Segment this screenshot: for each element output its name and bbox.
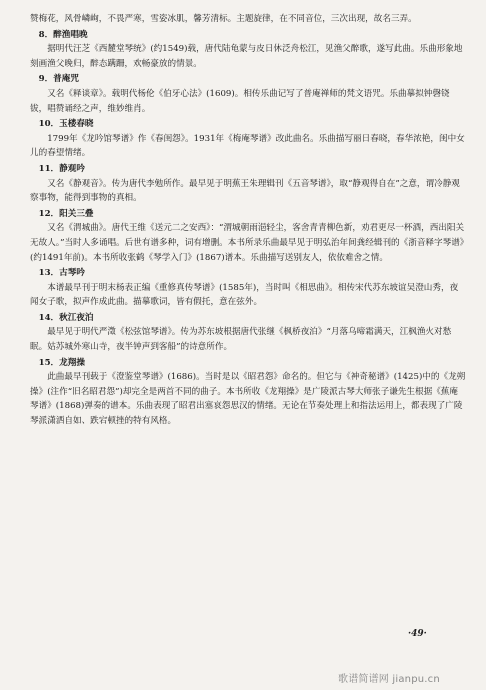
entry-body: 最早见于明代严澂《松弦馆琴谱》。传为苏东坡根据唐代张继《枫桥夜泊》“月落乌啼霜满天，江枫渔火对愁眠。姑苏城外寒山寺，夜半钟声到客船”的诗意所作。 [30,327,452,353]
entry-heading: 14．秋江夜泊 [38,312,94,323]
entry [30,72,466,116]
entry-body: 此曲最早刊载于《澄鉴堂琴谱》(1686)。当时是以《昭君怨》命名的。但它与《神奇秘谱》(1425)中的《龙朔操》(注作“旧名昭君怨”)却完全是两首不同的曲子。本书所收《龙翔操》是广陵派古琴大师张子谦先生根据《蕉庵琴谱》(1868)弹奏的谱本。乐曲表现了昭君出塞哀怨思汉的情绪。无论在节奏处理上和指法运用上，都表现了广陵琴派潇洒自如、跌宕顿挫的特有风格。 [30,372,466,427]
intro-paragraph: 赞梅花，风骨嶙峋，不畏严寒，雪姿冰肌，馨芳清标。主题旋律，在不同音位，三次出现，故名三弄。 [30,14,417,24]
entry-body: 又名《静观音》。传为唐代李勉所作。最早见于明蕉王朱理辑刊《五音琴谱》，取“静观得自在”之意，谓冷静观察事物，能得到事物的真相。 [30,178,460,204]
entry-heading: 9．普庵咒 [38,74,79,85]
entry-heading: 13．古琴吟 [38,268,85,279]
entry [30,28,466,72]
entry [30,356,466,429]
entry-body: 1799年《龙吟馆琴谱》作《春闺怨》。1931年《梅庵琴谱》改此曲名。乐曲描写丽日春晓，春华浓艳，闺中女儿的春望情绪。 [30,133,465,159]
entry-body: 本谱最早刊于明末杨表正编《重修真传琴谱》(1585年)，当时叫《相思曲》。相传宋代苏东坡谊吴澄山秀，夜闻女子歌，拟声作成此曲。描摹歌词，皆有假托，意在弦外。 [30,282,459,308]
entry-heading: 12．阳关三叠 [38,208,94,219]
entry [30,117,466,161]
entry-body: 据明代汪芝《西麓堂琴统》(约1549)载，唐代陆龟蒙与皮日休泛舟松江，见渔父醉歌，遂写此曲。乐曲形象地刻画渔父晚归，醉态蹒跚，欢畅豪放的情景。 [30,44,463,69]
watermark: 歌谱简谱网 jianpu.cn [338,674,440,685]
entry-heading: 15．龙翔操 [38,357,85,368]
entry-body: 又名《释谈章》。载明代杨伦《伯牙心法》(1609)。相传乐曲记写了普庵禅师的梵文语咒。乐曲摹拟钟磬铙钹，唱赞诵经之声，维妙维肖。 [30,88,450,114]
document-page [30,12,466,430]
entries-list [30,28,466,429]
entry-heading: 8．醉渔唱晚 [38,29,88,40]
entry [30,266,466,310]
entry-heading: 11．静观吟 [38,163,85,174]
page-number: ·49· [408,629,427,639]
entry [30,311,466,355]
entry-heading: 10．玉楼春晓 [38,119,94,130]
entry [30,162,466,206]
entry [30,207,466,265]
entry-body: 又名《渭城曲》。唐代王维《送元二之安西》：“渭城朝雨浥轻尘，客舍青青柳色新，劝君更尽一杯酒，西出阳关无故人。”当时人多诵唱。后世有谱多种，词有增删。本书所录乐曲最早见于明弘治年间龚经辑刊的《浙音释字琴谱》(约1491年前)。本书所收张鹤《琴学入门》(1867)谱本。乐曲描写送别友人，依依难舍之情。 [30,223,465,263]
